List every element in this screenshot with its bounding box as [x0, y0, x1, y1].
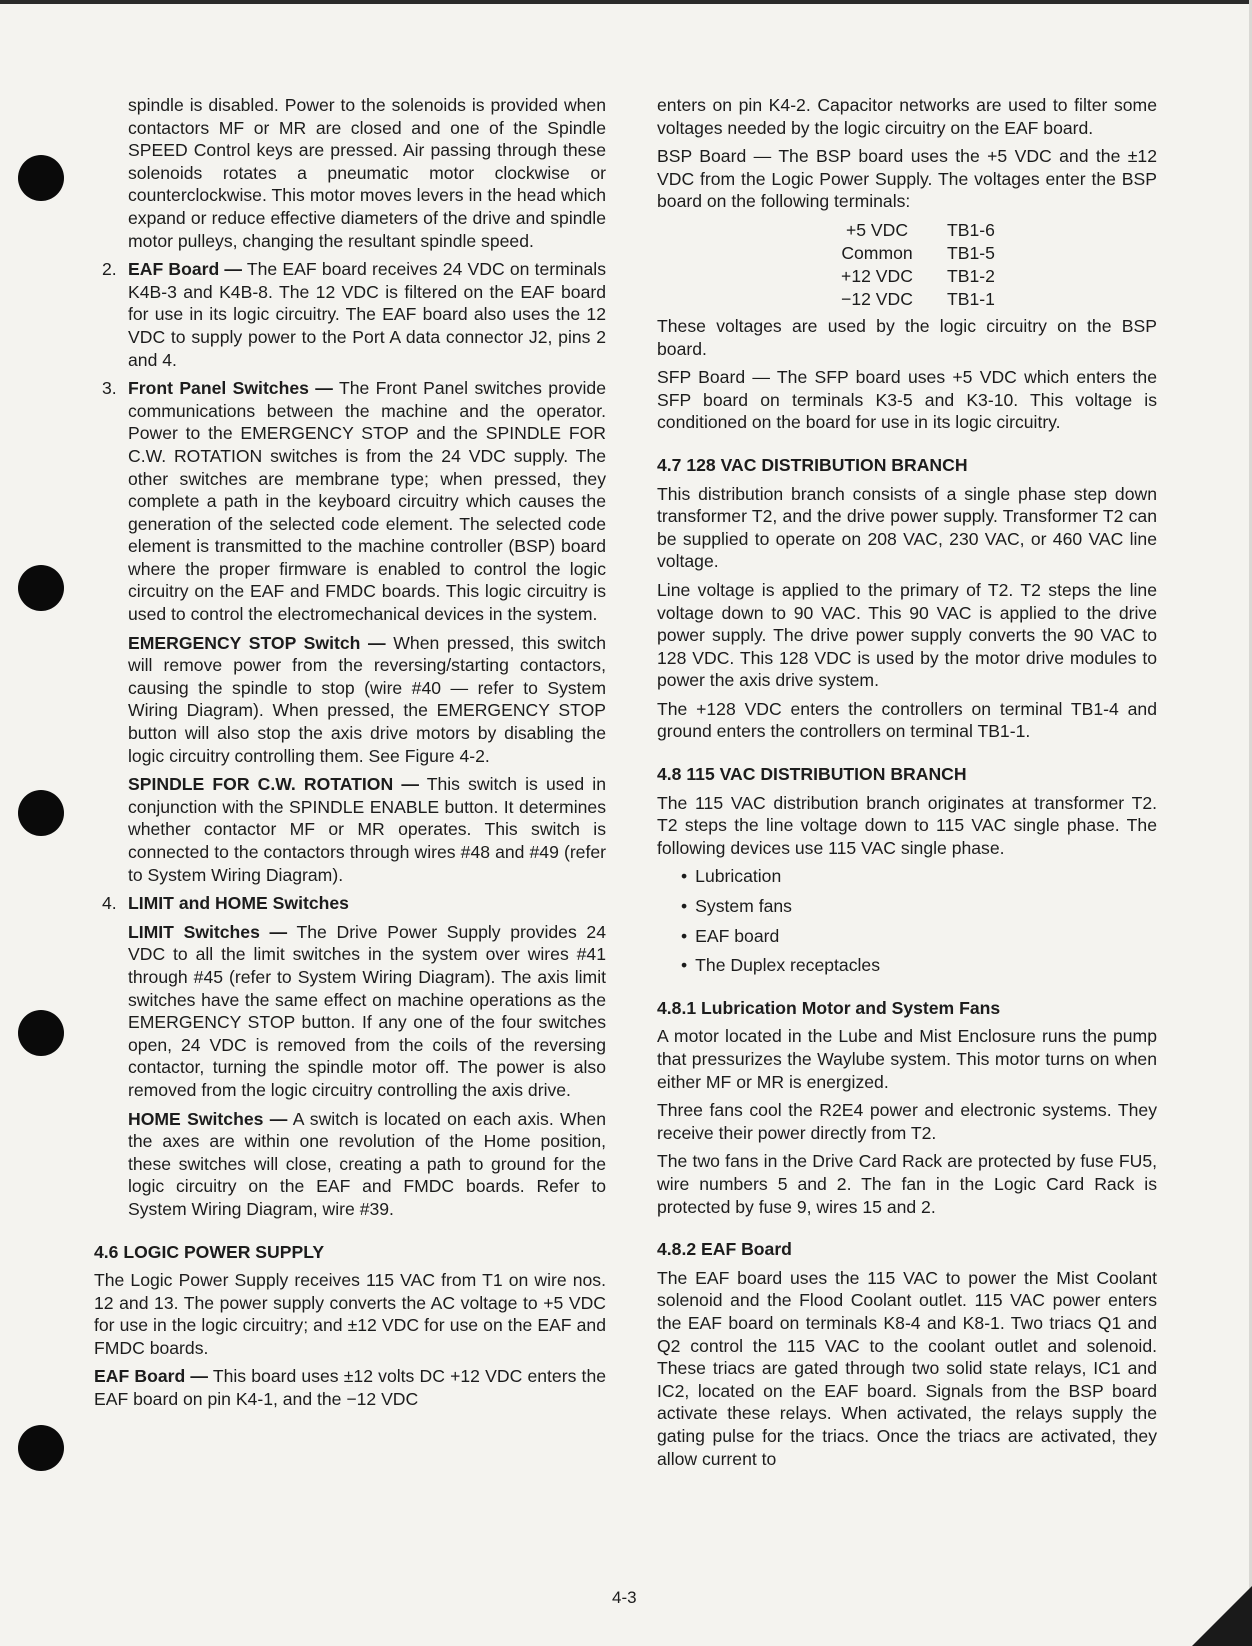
estop-heading: EMERGENCY STOP Switch — [128, 632, 386, 653]
list-number: 2. [102, 259, 117, 280]
distribution-115-paragraph: The 115 VAC distribution branch originates at transformer T2. T2 steps the line voltage down to 115 VAC single phase. The following devices use 115 VAC single phase. [657, 792, 1157, 858]
list-item: • System fans [681, 895, 1157, 918]
eaf-board-text: The EAF board receives 24 VDC on terminals K4B-3 and K4B-8. The 12 VDC is filtered on the EAF board for use in its logic circuitry. The EAF board also uses the 12 VDC to supply power to the Port A data connector J2, pins 2 and 4. [128, 259, 606, 370]
bsp-terminal-table [807, 219, 1157, 311]
section-heading-4-8-2: 4.8.2 EAF Board [657, 1239, 792, 1260]
estop-text: When pressed, this switch will remove power from the reversing/starting contactors, causing the spindle to stop (wire #40 — refer to System Wiring Diagram). When pressed, the EMERGENCY STOP button will also stop the axis drive motors by disabling the logic circuitry controlling them. See Figure 4-2. [128, 632, 606, 766]
eaf-board-115-paragraph: The EAF board uses the 115 VAC to power the Mist Coolant solenoid and the Flood Coolant outlet. 115 VAC power enters the EAF board on terminals K8-4 and K8-1. Two triacs Q1 and Q2 control the 115 VAC to the coolant outlet and solenoid. These triacs are gated through two solid state relays, IC1 and IC2, located on the EAF board. Signals from the BSP board activate these relays. When activated, the relays supply the gating pulse for the triacs. Once the triacs are activated, they allow current to [657, 1267, 1157, 1469]
distribution-128-paragraph-2: Line voltage is applied to the primary of T2. T2 steps the line voltage down to 90 VAC. This 90 VAC is applied to the drive power supply. The drive power supply converts the 90 VAC to 128 VDC. This 128 VDC is used by the motor drive modules to power the axis drive system. [657, 579, 1157, 691]
binder-hole-icon [18, 155, 64, 201]
eaf-continuation-paragraph: enters on pin K4-2. Capacitor networks are used to filter some voltages needed by the logic circuitry on the EAF board. [657, 95, 1157, 138]
lubrication-paragraph-1: A motor located in the Lube and Mist Enclosure runs the pump that pressurizes the Waylube system. This motor turns on when either MF or MR is energized. [657, 1026, 1157, 1092]
section-heading-4-7: 4.7 128 VAC DISTRIBUTION BRANCH [657, 454, 968, 475]
list-item: • EAF board [681, 925, 1157, 948]
lubrication-paragraph-3: The two fans in the Drive Card Rack are protected by fuse FU5, wire numbers 5 and 2. The fan in the Logic Card Rack is protected by fuse 9, wires 15 and 2. [657, 1151, 1157, 1217]
list-item-limit-home [94, 892, 606, 1220]
sfp-board-paragraph: SFP Board — The SFP board uses +5 VDC which enters the SFP board on terminals K3-5 and K3-10. This voltage is conditioned on the board for use in its logic circuitry. [657, 367, 1157, 433]
binder-hole-icon [18, 1010, 64, 1056]
table-row: +5 VDC TB1-6 [845, 219, 995, 240]
home-switches-heading: HOME Switches — [128, 1108, 288, 1129]
list-item-front-panel [94, 377, 606, 886]
distribution-128-paragraph-3: The +128 VDC enters the controllers on terminal TB1-4 and ground enters the controllers on terminal TB1-1. [657, 698, 1157, 742]
binder-hole-icon [18, 1425, 64, 1471]
right-column [657, 94, 1157, 1476]
lubrication-paragraph-2: Three fans cool the R2E4 power and electronic systems. They receive their power directly from T2. [657, 1100, 1157, 1143]
bsp-voltages-paragraph: These voltages are used by the logic circuitry on the BSP board. [657, 315, 1157, 359]
spindle-cw-text: This switch is used in conjunction with the SPINDLE ENABLE button. It determines whether contactor MF or MR operates. This switch is connected to the contactors through wires #48 and #49 (refer to System Wiring Diagram). [128, 774, 606, 885]
list-item-eaf-board [94, 258, 606, 371]
table-row: −12 VDC TB1-1 [841, 288, 995, 309]
page-number: 4-3 [612, 1588, 637, 1607]
list-number: 4. [102, 893, 117, 914]
limit-home-heading: LIMIT and HOME Switches [128, 893, 349, 914]
table-row: +12 VDC TB1-2 [841, 265, 995, 286]
list-item: • Lubrication [681, 865, 1157, 888]
section-heading-4-8-1: 4.8.1 Lubrication Motor and System Fans [657, 997, 1001, 1018]
section-heading-4-6: 4.6 LOGIC POWER SUPPLY [94, 1241, 325, 1262]
front-panel-text: The Front Panel switches provide communications between the machine and the operator. Power to the EMERGENCY STOP and the SPINDLE FOR C.W. ROTATION switches is from the 24 VDC supply. The other switches are membrane type; when pressed, they complete a path in the keyboard circuitry which causes the generation of the selected code element. The selected code element is transmitted to the machine controller (BSP) board where the proper firmware is enabled to control the logic circuitry on the EAF and FMDC boards. This logic circuitry is used to control the electromechanical devices in the system. [128, 378, 606, 625]
page-folded-corner [1192, 1586, 1252, 1646]
intro-paragraph: spindle is disabled. Power to the solenoids is provided when contactors MF or MR are closed and one of the Spindle SPEED Control keys are pressed. Air passing through these solenoids rotates a pneumatic motor clockwise or counterclockwise. This motor moves levers in the head which expand or reduce effective diameters of the drive and spindle motor pulleys, changing the resultant spindle speed. [128, 95, 606, 251]
binder-hole-icon [18, 565, 64, 611]
binder-hole-icon [18, 790, 64, 836]
list-number: 3. [102, 378, 117, 399]
table-row: Common TB1-5 [841, 242, 995, 263]
page-top-edge [0, 0, 1252, 4]
list-item: • The Duplex receptacles [681, 954, 1157, 977]
section-heading-4-8: 4.8 115 VAC DISTRIBUTION BRANCH [657, 764, 967, 785]
bsp-board-paragraph: BSP Board — The BSP board uses the +5 VDC and the ±12 VDC from the Logic Power Supply. The voltages enter the BSP board on the following terminals: [657, 146, 1157, 212]
limit-switches-text: The Drive Power Supply provides 24 VDC to all the limit switches in the system over wires #41 through #45 (refer to System Wiring Diagram). The axis limit switches have the same effect on machine operations as the EMERGENCY STOP button. If any one of the four switches open, 24 VDC is removed from the coils of the reversing contactor, turning the spindle motor off. The power is also removed from the logic circuitry controlling the axis drive. [128, 921, 606, 1100]
eaf-board-heading: EAF Board — [128, 259, 243, 280]
device-list [681, 865, 1157, 976]
eaf-board-2-text: This board uses ±12 volts DC +12 VDC enters the EAF board on pin K4-1, and the −12 VDC [94, 1366, 607, 1410]
home-switches-text: A switch is located on each axis. When the axes are within one revolution of the Home position, these switches will close, creating a path to ground for the logic circuitry on the EAF and FMDC boards. Refer to System Wiring Diagram, wire #39. [128, 1108, 607, 1219]
limit-switches-heading: LIMIT Switches — [128, 921, 288, 942]
spindle-cw-heading: SPINDLE FOR C.W. ROTATION — [128, 774, 419, 795]
left-column [94, 94, 606, 1417]
logic-power-paragraph: The Logic Power Supply receives 115 VAC from T1 on wire nos. 12 and 13. The power supply converts the AC voltage to +5 VDC for use in the logic circuitry; and ±12 VDC for use on the EAF and FMDC boards. [94, 1270, 606, 1358]
distribution-128-paragraph-1: This distribution branch consists of a single phase step down transformer T2, and the drive power supply. Transformer T2 can be supplied to operate on 208 VAC, 230 VAC, or 460 VAC line voltage. [657, 483, 1157, 572]
front-panel-heading: Front Panel Switches — [128, 378, 333, 399]
eaf-board-2-heading: EAF Board — [94, 1366, 208, 1387]
